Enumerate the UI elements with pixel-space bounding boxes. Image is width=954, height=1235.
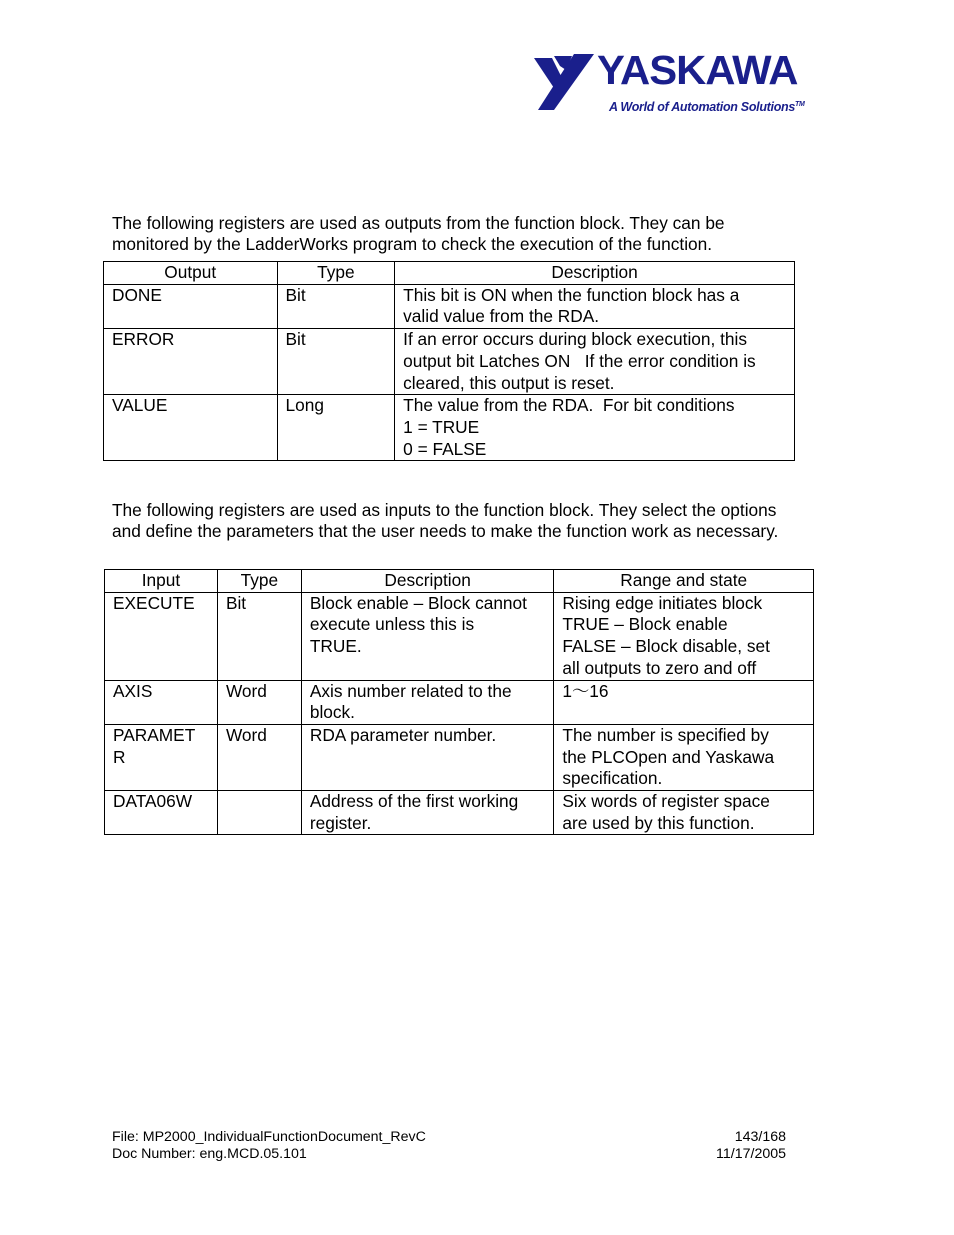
input-range bbox=[554, 791, 814, 835]
footer-file: File: MP2000_IndividualFunctionDocument_RevC bbox=[112, 1129, 426, 1145]
input-name bbox=[105, 592, 218, 680]
input-type: Word bbox=[217, 724, 301, 790]
output-type: Long bbox=[277, 395, 395, 461]
range-line: 1～16 bbox=[562, 680, 609, 701]
column-header-type: Type bbox=[277, 262, 395, 285]
footer-doc-number: Doc Number: eng.MCD.05.101 bbox=[112, 1146, 307, 1162]
description-line: Block enable – Block cannot bbox=[309, 592, 527, 613]
column-header-range-and-state: Range and state bbox=[554, 570, 814, 593]
input-type: Word bbox=[217, 680, 301, 724]
range-line: Six words of register space bbox=[562, 791, 770, 812]
range-line: TRUE – Block enable bbox=[562, 614, 728, 635]
output-description bbox=[395, 395, 795, 461]
outputs-intro-line-1: The following registers are used as outputs from the function block. They can be bbox=[112, 213, 725, 233]
table-header-row bbox=[105, 570, 814, 593]
output-name: VALUE bbox=[104, 395, 278, 461]
table-row bbox=[105, 791, 814, 835]
inputs-intro-line-1: The following registers are used as inputs to the function block. They select the options bbox=[112, 500, 777, 520]
input-name-line: PARAMET bbox=[113, 724, 196, 745]
input-type bbox=[217, 791, 301, 835]
input-description bbox=[301, 680, 554, 724]
description-line: 1 = TRUE bbox=[403, 416, 480, 437]
description-line: output bit Latches ON If the error condition is bbox=[403, 350, 756, 371]
description-line: Address of the first working bbox=[309, 791, 519, 812]
output-name: DONE bbox=[104, 284, 278, 328]
yaskawa-logo-mark-icon bbox=[532, 52, 602, 114]
range-line: all outputs to zero and off bbox=[562, 657, 757, 678]
table-row bbox=[105, 680, 814, 724]
table-header-row bbox=[104, 262, 795, 285]
input-description bbox=[301, 592, 554, 680]
table-row bbox=[105, 592, 814, 680]
output-description bbox=[395, 329, 795, 395]
inputs-table bbox=[104, 569, 814, 835]
description-line: valid value from the RDA. bbox=[403, 306, 600, 327]
input-description bbox=[301, 791, 554, 835]
column-header-output: Output bbox=[104, 262, 278, 285]
description-line: cleared, this output is reset. bbox=[403, 372, 615, 393]
range-line: are used by this function. bbox=[562, 812, 755, 833]
description-line: RDA parameter number. bbox=[309, 724, 497, 745]
description-line: register. bbox=[309, 812, 372, 833]
input-name-line: EXECUTE bbox=[113, 592, 195, 613]
description-line: This bit is ON when the function block has a bbox=[403, 284, 740, 305]
input-type: Bit bbox=[217, 592, 301, 680]
column-header-description: Description bbox=[301, 570, 554, 593]
column-header-type: Type bbox=[217, 570, 301, 593]
table-row bbox=[105, 724, 814, 790]
input-range bbox=[554, 592, 814, 680]
output-name: ERROR bbox=[104, 329, 278, 395]
input-name bbox=[105, 724, 218, 790]
range-line: The number is specified by bbox=[562, 724, 769, 745]
footer-page-number: 143/168 bbox=[734, 1129, 786, 1145]
table-row bbox=[104, 329, 795, 395]
output-type: Bit bbox=[277, 284, 395, 328]
input-name-line: DATA06W bbox=[113, 791, 193, 812]
description-line: If an error occurs during block execution, this bbox=[403, 329, 748, 350]
brand-tagline-text: A World of Automation Solutions bbox=[609, 100, 796, 114]
description-line: execute unless this is bbox=[309, 614, 475, 635]
table-row bbox=[104, 284, 795, 328]
footer-left bbox=[112, 1129, 426, 1163]
inputs-intro-line-2: and define the parameters that the user needs to make the function work as necessary. bbox=[112, 521, 779, 541]
input-range bbox=[554, 680, 814, 724]
brand-name: YASKAWA bbox=[597, 47, 798, 93]
column-header-input: Input bbox=[105, 570, 218, 593]
outputs-intro-line-2: monitored by the LadderWorks program to check the execution of the function. bbox=[112, 234, 713, 254]
output-type: Bit bbox=[277, 329, 395, 395]
input-name bbox=[105, 680, 218, 724]
yaskawa-logo bbox=[532, 47, 822, 118]
inputs-intro-paragraph bbox=[112, 500, 778, 542]
description-line: 0 = FALSE bbox=[403, 438, 487, 459]
input-name-line: AXIS bbox=[113, 680, 153, 701]
outputs-table bbox=[103, 261, 795, 461]
column-header-description: Description bbox=[395, 262, 795, 285]
input-description bbox=[301, 724, 554, 790]
input-range bbox=[554, 724, 814, 790]
description-line: block. bbox=[309, 702, 355, 723]
description-line: The value from the RDA. For bit conditions bbox=[403, 395, 735, 416]
outputs-intro-paragraph bbox=[112, 213, 725, 255]
range-line: FALSE – Block disable, set bbox=[562, 636, 770, 657]
footer-date: 11/17/2005 bbox=[716, 1146, 786, 1162]
input-name-line: R bbox=[113, 746, 126, 767]
range-line: the PLCOpen and Yaskawa bbox=[562, 746, 775, 767]
description-line: Axis number related to the bbox=[309, 680, 512, 701]
trademark-mark: TM bbox=[795, 100, 805, 108]
brand-tagline bbox=[609, 100, 805, 114]
table-row bbox=[104, 395, 795, 461]
description-line: TRUE. bbox=[309, 636, 362, 657]
range-line: Rising edge initiates block bbox=[562, 592, 763, 613]
range-line: specification. bbox=[562, 768, 663, 789]
input-name bbox=[105, 791, 218, 835]
footer-right bbox=[716, 1129, 786, 1163]
output-description bbox=[395, 284, 795, 328]
